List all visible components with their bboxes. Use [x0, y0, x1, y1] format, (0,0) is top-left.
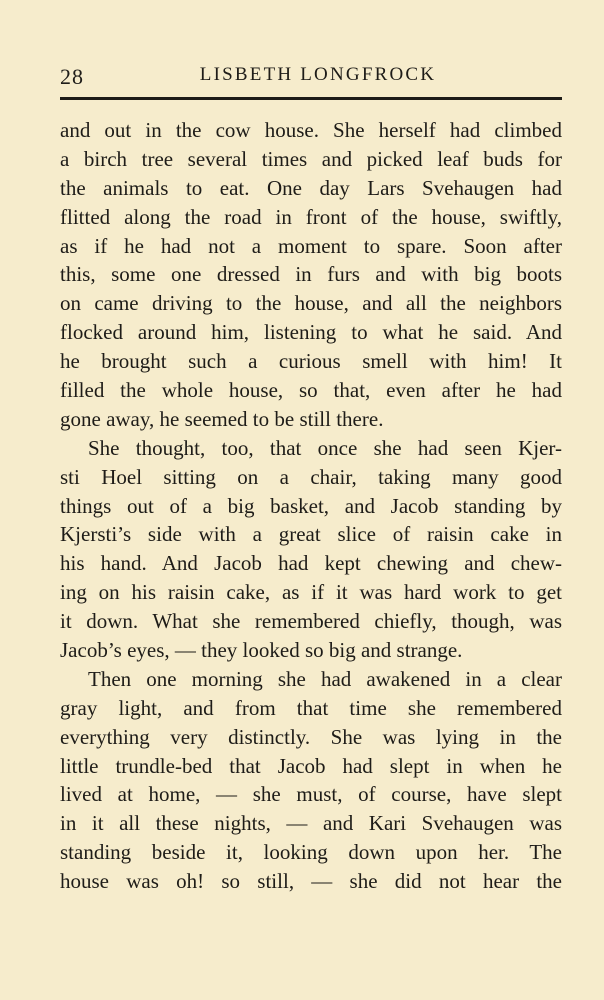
- text-line: flitted along the road in front of the house, swiftly,: [60, 204, 562, 229]
- text-line: things out of a big basket, and Jacob standing by: [60, 493, 562, 518]
- text-line: sti Hoel sitting on a chair, taking many good: [60, 464, 562, 489]
- text-line: Kjersti’s side with a great slice of raisin cake in: [60, 522, 562, 547]
- text-line: Jacob’s eyes, — they looked so big and strange.: [60, 638, 463, 663]
- text-line: She thought, too, that once she had seen Kjer-: [88, 435, 562, 460]
- text-line: the animals to eat. One day Lars Svehaugen had: [60, 175, 562, 200]
- text-line: ing on his raisin cake, as if it was hard work to get: [60, 580, 562, 605]
- text-line: standing beside it, looking down upon her. The: [60, 840, 562, 865]
- page-number: 28: [60, 64, 84, 89]
- text-line: Then one morning she had awakened in a clear: [88, 666, 562, 691]
- header-rule: [60, 97, 562, 100]
- text-line: as if he had not a moment to spare. Soon after: [60, 233, 562, 258]
- running-title: LISBETH LONGFROCK: [199, 64, 437, 85]
- text-line: gone away, he seemed to be still there.: [60, 406, 384, 431]
- text-line: gray light, and from that time she remembered: [60, 695, 562, 720]
- text-line: flocked around him, listening to what he said. And: [60, 320, 562, 345]
- body-text: [60, 116, 562, 896]
- text-line: on came driving to the house, and all the neighbors: [60, 291, 562, 316]
- text-line: house was oh! so still, — she did not hear the: [60, 869, 562, 894]
- text-line: a birch tree several times and picked leaf buds for: [60, 146, 562, 171]
- text-line: lived at home, — she must, of course, have slept: [60, 782, 562, 807]
- text-line: he brought such a curious smell with him! It: [60, 349, 562, 374]
- text-line: everything very distinctly. She was lying in the: [60, 724, 562, 749]
- text-line: this, some one dressed in furs and with big boots: [60, 262, 562, 287]
- text-line: little trundle-bed that Jacob had slept in when he: [60, 753, 562, 778]
- running-header: [60, 62, 562, 92]
- text-line: filled the whole house, so that, even after he had: [60, 378, 562, 403]
- text-line: his hand. And Jacob had kept chewing and chew-: [60, 551, 562, 576]
- text-line: and out in the cow house. She herself had climbed: [60, 118, 562, 142]
- text-line: it down. What she remembered chiefly, though, was: [60, 609, 562, 634]
- text-line: in it all these nights, — and Kari Svehaugen was: [60, 811, 562, 836]
